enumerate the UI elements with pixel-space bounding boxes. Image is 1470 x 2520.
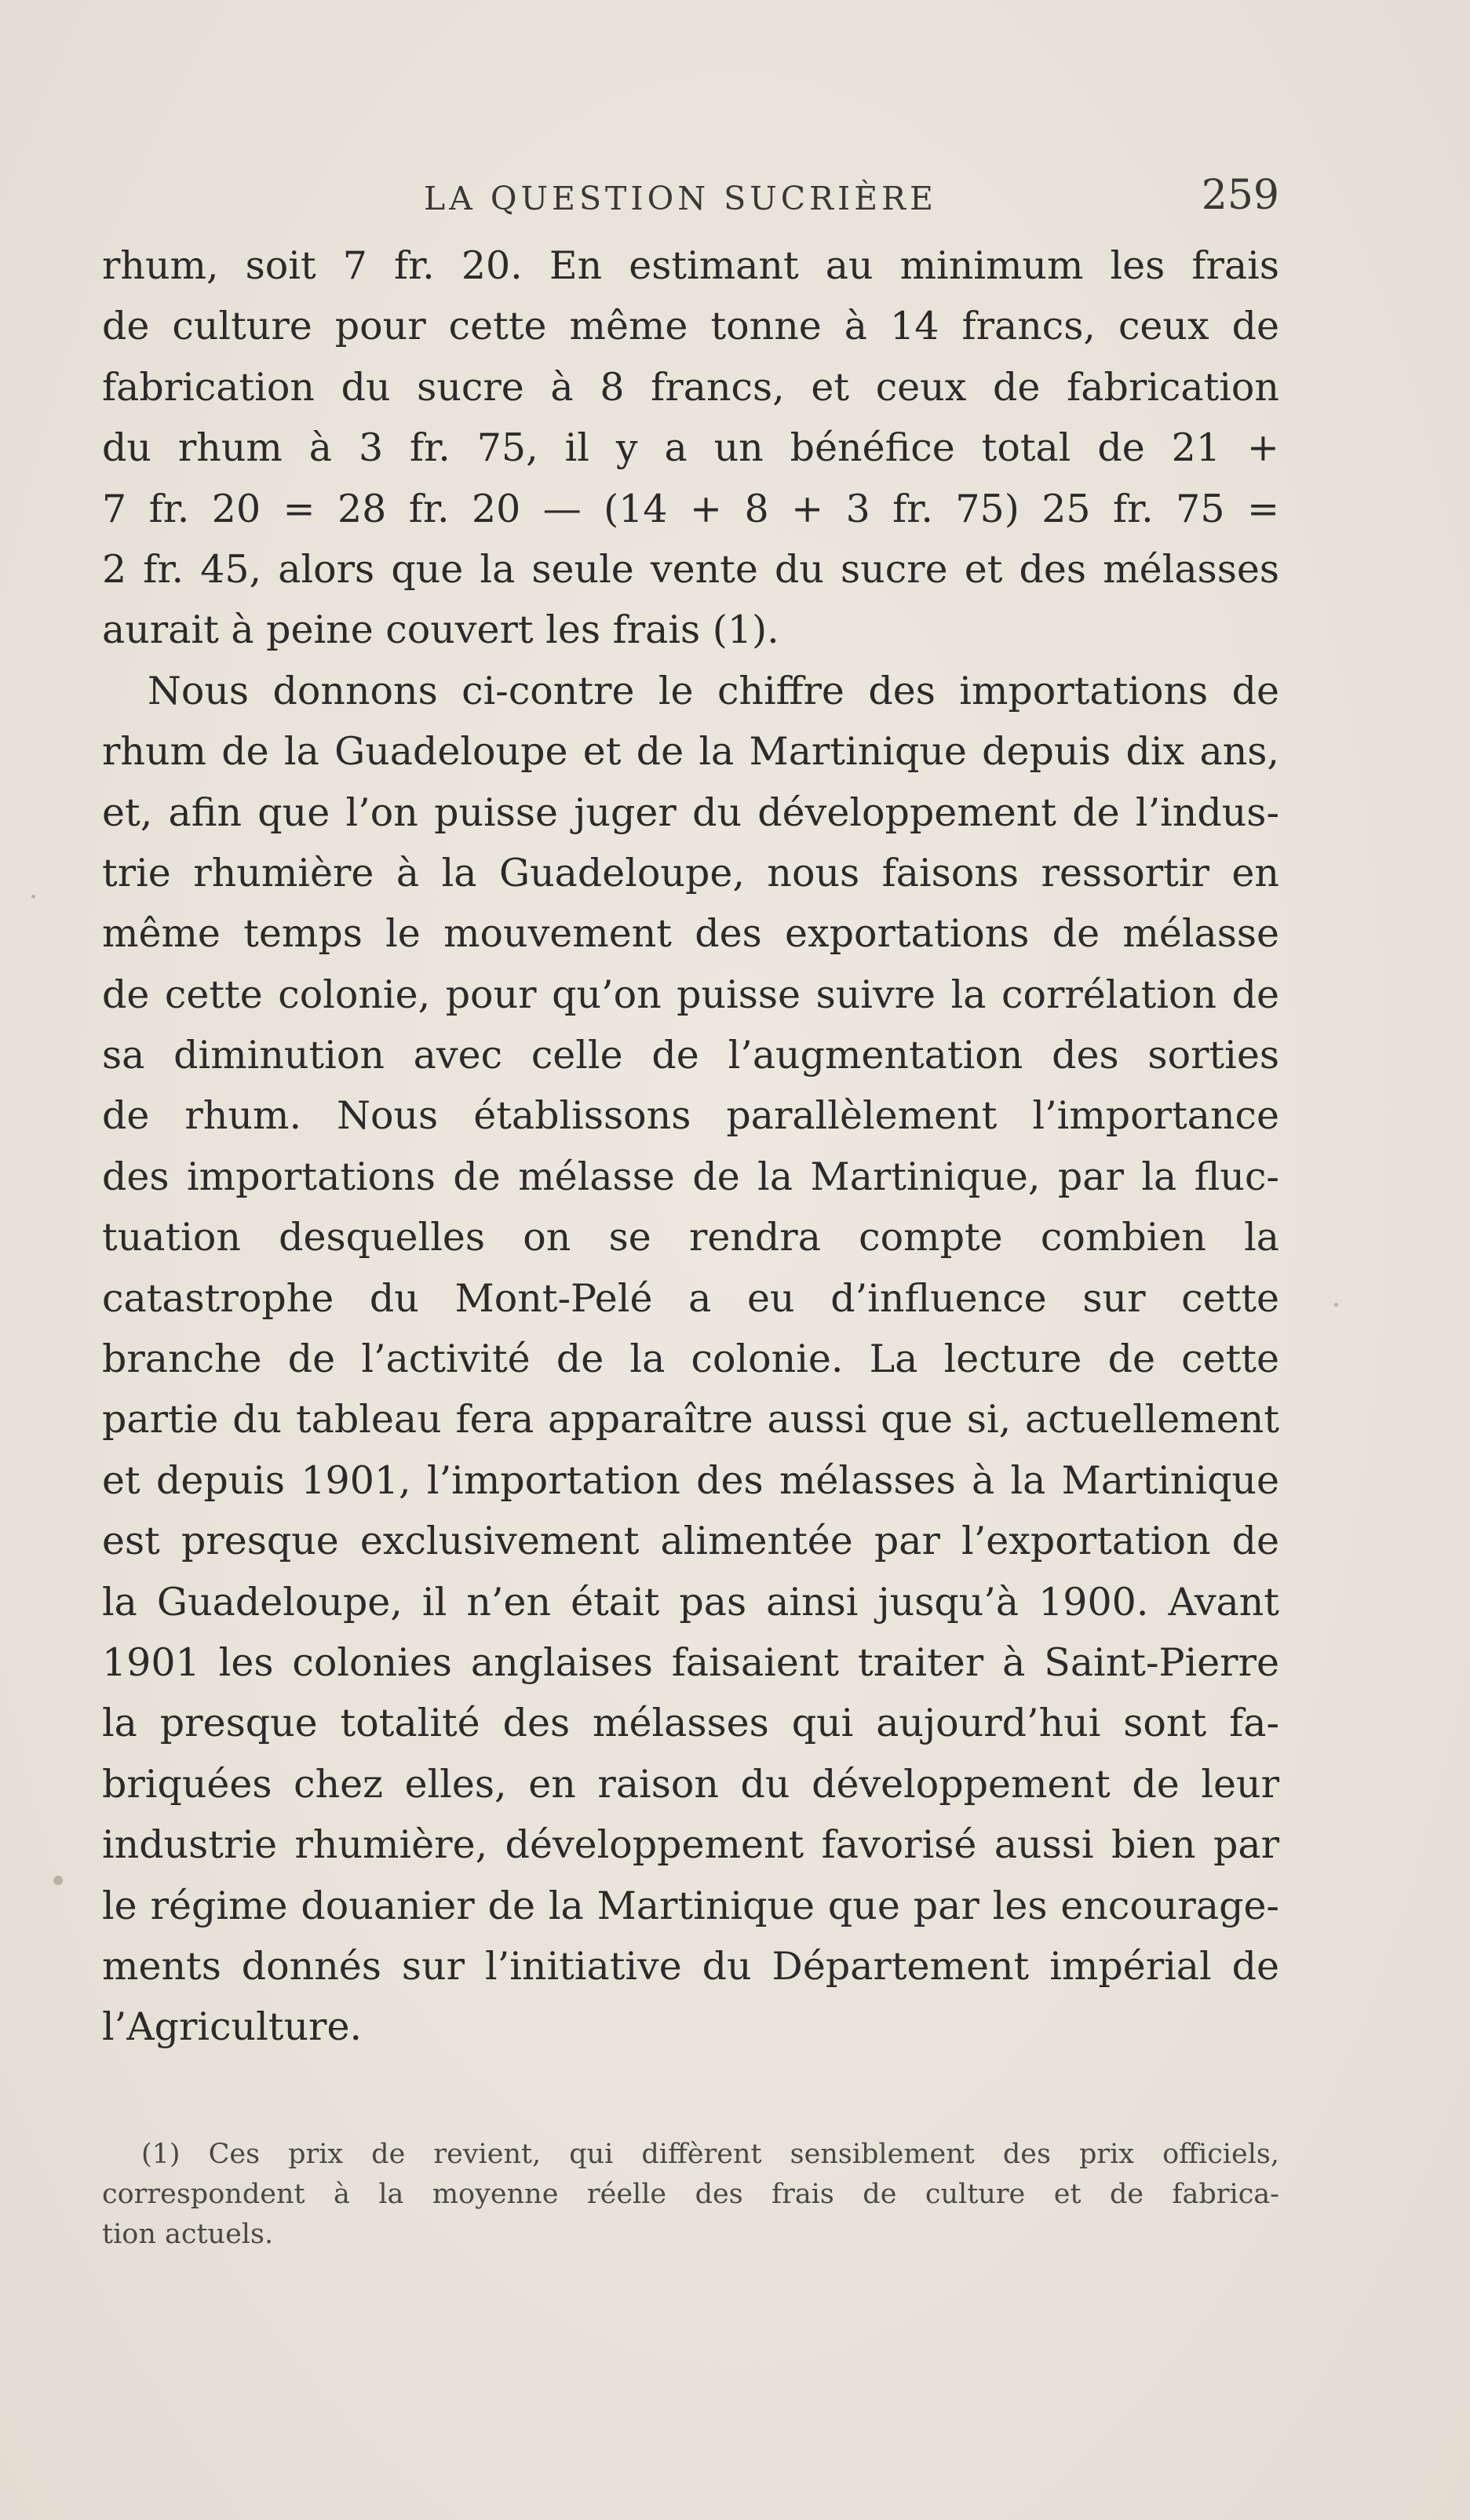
text-line: de culture pour cette même tonne à 14 francs, ceux de [102,304,1279,349]
text-line: 7 fr. 20 = 28 fr. 20 — (14 + 8 + 3 fr. 75) 25 fr. 75 = [102,486,1279,531]
text-line: partie du tableau fera apparaître aussi que si, actuellement [102,1397,1279,1442]
text-line: branche de l’activité de la colonie. La lecture de cette [102,1337,1279,1382]
text-line: est presque exclusivement alimentée par l’exportation de [102,1519,1279,1564]
text-line: catastrophe du Mont-Pelé a eu d’influence sur cette [102,1275,1279,1321]
text-line: et, afin que l’on puisse juger du développement de l’indus- [102,790,1279,835]
text-line: ments donnés sur l’initiative du Département impérial de [102,1943,1279,1989]
text-line: et depuis 1901, l’importation des mélasses à la Martinique [102,1457,1279,1503]
page-number: 259 [1201,172,1279,219]
paper-speck [53,1876,63,1885]
text-line: la Guadeloupe, il n’en était pas ainsi jusqu’à 1900. Avant [102,1579,1279,1625]
text-line: de rhum. Nous établissons parallèlement l’importance [102,1093,1279,1139]
page-header [102,169,1279,224]
text-line: rhum, soit 7 fr. 20. En estimant au minimum les frais [102,243,1279,288]
footnote-line: tion actuels. [102,2219,274,2250]
running-title: LA QUESTION SUCRIÈRE [424,180,937,217]
footnote-line: correspondent à la moyenne réelle des frais de culture et de fabrica- [102,2179,1279,2210]
paper-speck [1334,1303,1338,1307]
body-text [102,235,1279,2058]
text-line: briquées chez elles, en raison du développement de leur [102,1761,1279,1807]
text-line: rhum de la Guadeloupe et de la Martinique depuis dix ans, [102,729,1279,775]
text-line: aurait à peine couvert les frais (1). [102,607,779,653]
text-line: le régime douanier de la Martinique que par les encourage- [102,1883,1279,1928]
text-line: la presque totalité des mélasses qui aujourd’hui sont fa- [102,1701,1279,1746]
text-line: de cette colonie, pour qu’on puisse suivre la corrélation de [102,972,1279,1017]
text-line: fabrication du sucre à 8 francs, et ceux de fabrication [102,364,1279,410]
text-line: du rhum à 3 fr. 75, il y a un bénéfice total de 21 + [102,425,1279,471]
paper-speck [31,895,35,899]
text-line: l’Agriculture. [102,2004,363,2050]
text-line: 2 fr. 45, alors que la seule vente du sucre et des mélasses [102,546,1279,592]
text-line: trie rhumière à la Guadeloupe, nous faisons ressortir en [102,850,1279,895]
text-line: Nous donnons ci-contre le chiffre des importations de [148,668,1279,713]
text-line: tuation desquelles on se rendra compte combien la [102,1215,1279,1260]
footnote-line: (1) Ces prix de revient, qui diffèrent sensiblement des prix officiels, [141,2139,1279,2170]
text-line: même temps le mouvement des exportations de mélasse [102,911,1279,957]
footnote [102,2135,1279,2255]
text-line: 1901 les colonies anglaises faisaient traiter à Saint-Pierre [102,1639,1279,1685]
text-line: industrie rhumière, développement favorisé aussi bien par [102,1822,1279,1868]
text-line: des importations de mélasse de la Martinique, par la fluc- [102,1154,1279,1199]
text-line: sa diminution avec celle de l’augmentation des sorties [102,1033,1279,1078]
